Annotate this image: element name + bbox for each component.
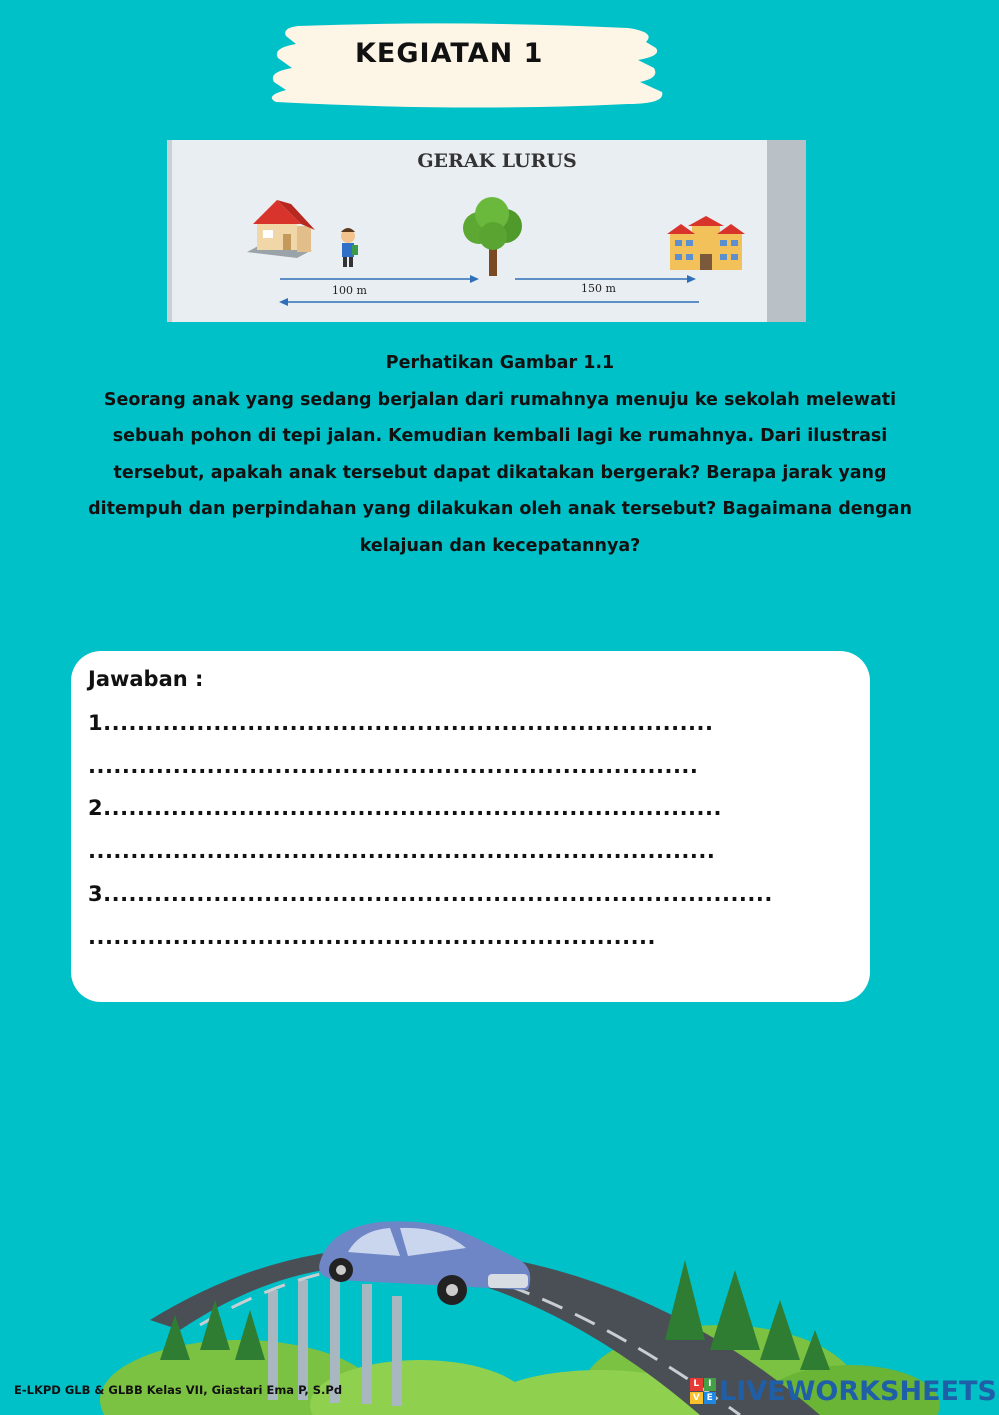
figure-scene (167, 140, 806, 322)
house-icon (247, 200, 315, 258)
liveworksheets-brand: LIVEWORKSHEETS (719, 1375, 997, 1407)
badge-letter: V (690, 1392, 703, 1405)
badge-letter: L (690, 1378, 703, 1391)
badge-letter: E (704, 1392, 717, 1405)
question-line: tersebut, apakah anak tersebut dapat dikatakan bergerak? Berapa jarak yang (113, 462, 887, 483)
answer-label: Jawaban : (88, 667, 204, 691)
answer-field-2[interactable]: 2......................................................................... (88, 796, 722, 820)
badge-letter: I (704, 1378, 717, 1391)
question-line: ditempuh dan perpindahan yang dilakukan oleh anak tersebut? Bagaimana dengan (88, 499, 912, 519)
illustration-gerak-lurus (167, 140, 806, 322)
question-text (70, 345, 930, 564)
question-line: sebuah pohon di tepi jalan. Kemudian kembali lagi ke rumahnya. Dari ilustrasi (112, 426, 888, 446)
footer-credit: E-LKPD GLB & GLBB Kelas VII, Giastari Ema P, S.Pd (14, 1383, 343, 1397)
page-title: KEGIATAN 1 (355, 38, 544, 69)
car-icon (319, 1221, 530, 1305)
tree-icon (463, 197, 522, 276)
answer-field-3-continued[interactable]: ................................................................... (88, 925, 656, 949)
child-icon (341, 228, 358, 267)
liveworksheets-logo[interactable] (690, 1374, 997, 1408)
liveworksheets-badge-icon (690, 1378, 716, 1404)
question-heading: Perhatikan Gambar 1.1 (385, 353, 615, 373)
distance-label-house-tree: 100 m (332, 284, 367, 297)
question-line: kelajuan dan kecepatannya? (359, 535, 641, 556)
question-line: Seorang anak yang sedang berjalan dari rumahnya menuju ke sekolah melewati (103, 389, 897, 410)
answer-field-1-continued[interactable]: ........................................................................ (88, 754, 699, 778)
answer-field-2-continued[interactable]: .......................................................................... (88, 839, 716, 863)
school-icon (667, 216, 745, 270)
distance-label-tree-school: 150 m (581, 282, 616, 295)
answer-field-1[interactable]: 1........................................................................ (88, 711, 714, 735)
answer-field-3[interactable]: 3............................................................................... (88, 882, 773, 906)
answer-box (71, 651, 870, 1002)
figure-title: GERAK LURUS (417, 150, 577, 172)
